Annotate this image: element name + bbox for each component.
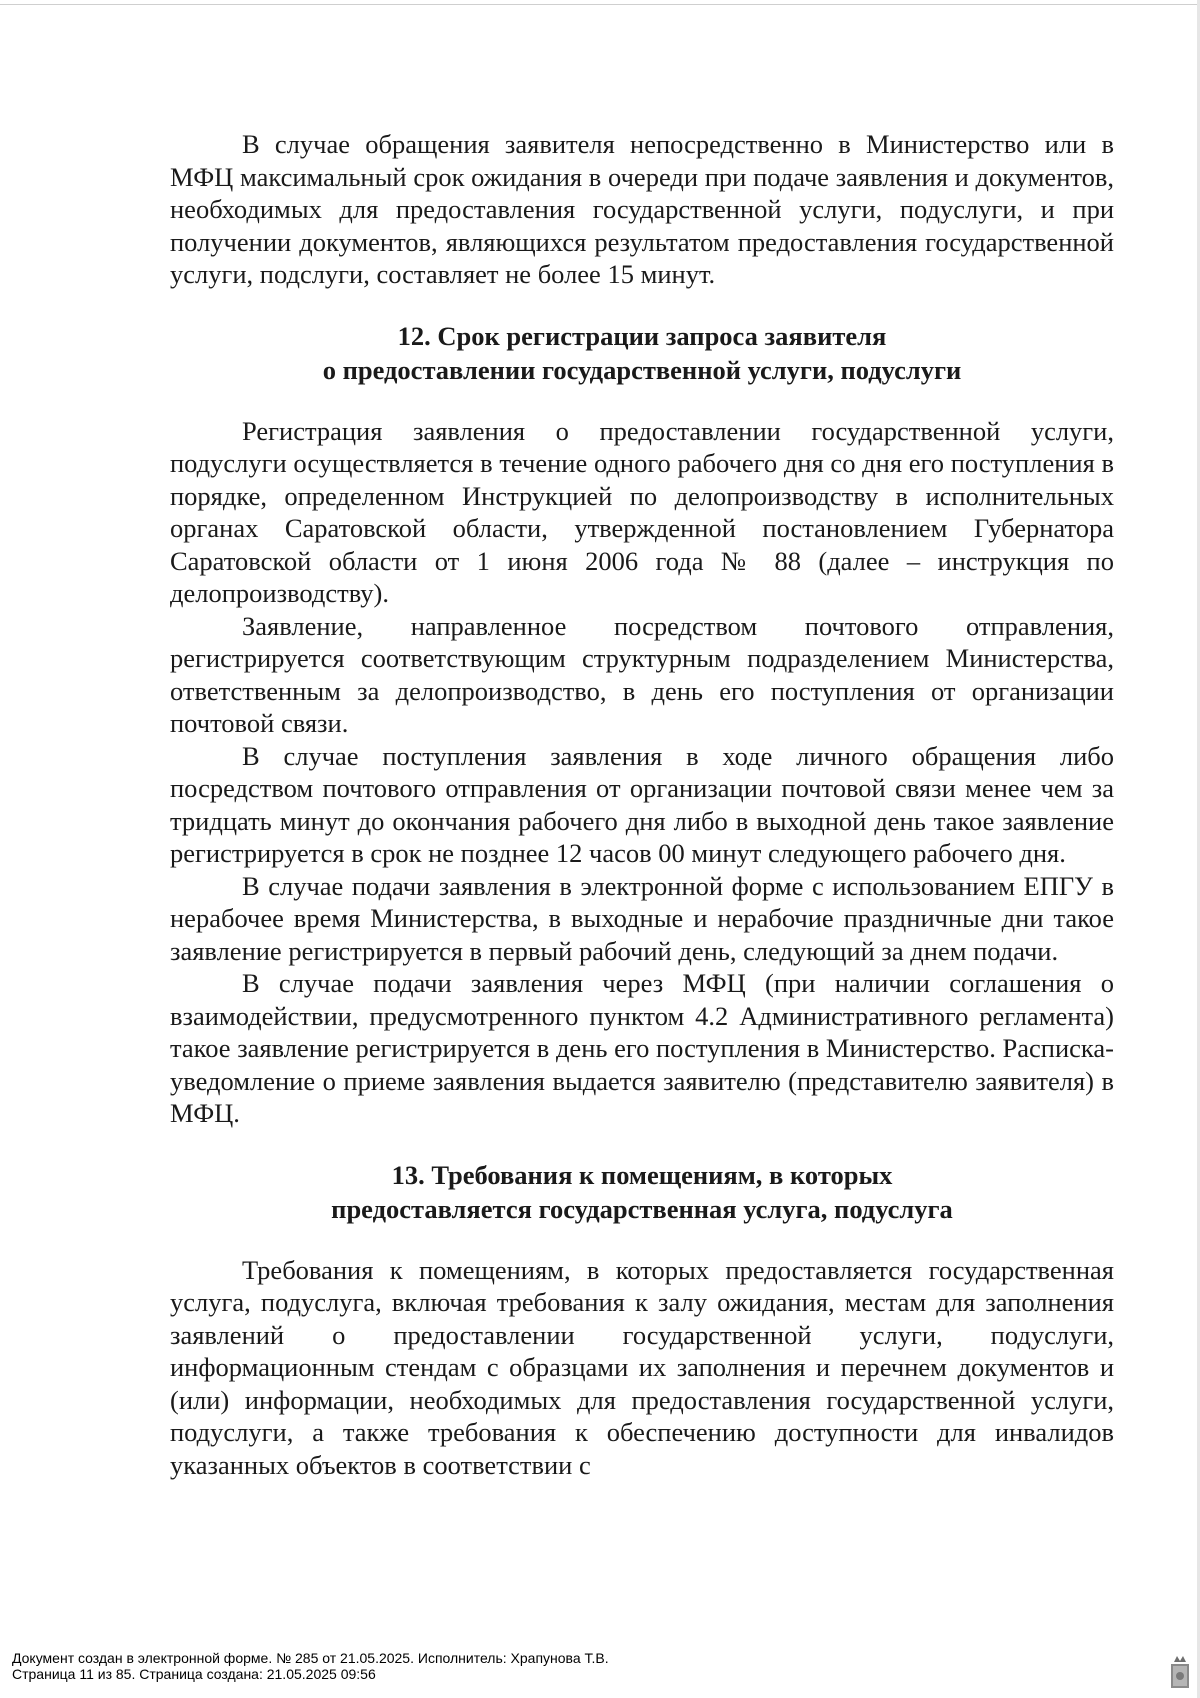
footer-page-info: Страница 11 из 85. Страница создана: 21.05.2025 09:56 [12, 1666, 376, 1682]
section-12-paragraph: Регистрация заявления о предоставлении государственной услуги, подуслуги осуществляется в течение одного рабочего дня со дня его поступления в порядке, определенном Инструкцией по делопроизводству в исполнительных органах Саратовской области, утвержденной постановлением Губернатора Саратовской области от 1 июня 2006 года № 88 (далее – инструкция по делопроизводству). [170, 415, 1114, 608]
document-footer [12, 1650, 609, 1682]
section-13-heading [170, 1158, 1114, 1226]
section-13-paragraph: Требования к помещениям, в которых предоставляется государственная услуга, подуслуга, включая требования к залу ожидания, местам для заполнения заявлений о предоставлении государственной услуги, подуслуги, информационным стендам с образцами их заполнения и перечнем документов и (или) информации, необходимых для предоставления государственной услуги, подуслуги, а также требования к обеспечению доступности для инвалидов указанных объектов в соответствии с [170, 1254, 1114, 1480]
section-12-paragraph: Заявление, направленное посредством почтового отправления, регистрируется соответствующим структурным подразделением Министерства, ответственным за делопроизводство, в день его поступления от организации почтовой связи. [170, 610, 1114, 738]
coat-of-arms-icon [1168, 1652, 1192, 1692]
section-12-paragraph: В случае подачи заявления через МФЦ (при наличии соглашения о взаимодействии, предусмотренного пунктом 4.2 Административного регламента) такое заявление регистрируется в день его поступления в Министерство. Расписка-уведомление о приеме заявления выдается заявителю (представителю заявителя) в МФЦ. [170, 968, 1114, 1128]
section-12-heading-line2: о предоставлении государственной услуги, подуслуги [322, 354, 962, 385]
paragraph-queue-wait: В случае обращения заявителя непосредственно в Министерство или в МФЦ максимальный срок ожидания в очереди при подаче заявления и документов, необходимых для предоставления государственной услуги, подуслуги, и при получении документов, являющихся результатом предоставления государственной услуги, подслуги, составляет не более 15 минут. [170, 129, 1114, 289]
section-12-heading-line1: 12. Срок регистрации запроса заявителя [397, 320, 887, 351]
section-12-paragraph: В случае подачи заявления в электронной форме с использованием ЕПГУ в нерабочее время Министерства, в выходные и нерабочие праздничные дни такое заявление регистрируется в первый рабочий день, следующий за днем подачи. [170, 870, 1114, 966]
document-page [170, 128, 1114, 1481]
section-12-paragraph: В случае поступления заявления в ходе личного обращения либо посредством почтового отправления от организации почтовой связи менее чем за тридцать минут до окончания рабочего дня либо в выходной день такое заявление регистрируется в срок не позднее 12 часов 00 минут следующего рабочего дня. [170, 740, 1114, 868]
section-12-heading [170, 319, 1114, 387]
top-rule [0, 4, 1200, 5]
section-13-heading-line1: 13. Требования к помещениям, в которых [391, 1159, 893, 1190]
footer-doc-info: Документ создан в электронной форме. № 285 от 21.05.2025. Исполнитель: Храпунова Т.В. [12, 1650, 609, 1666]
section-13-heading-line2: предоставляется государственная услуга, подуслуга [331, 1193, 953, 1224]
